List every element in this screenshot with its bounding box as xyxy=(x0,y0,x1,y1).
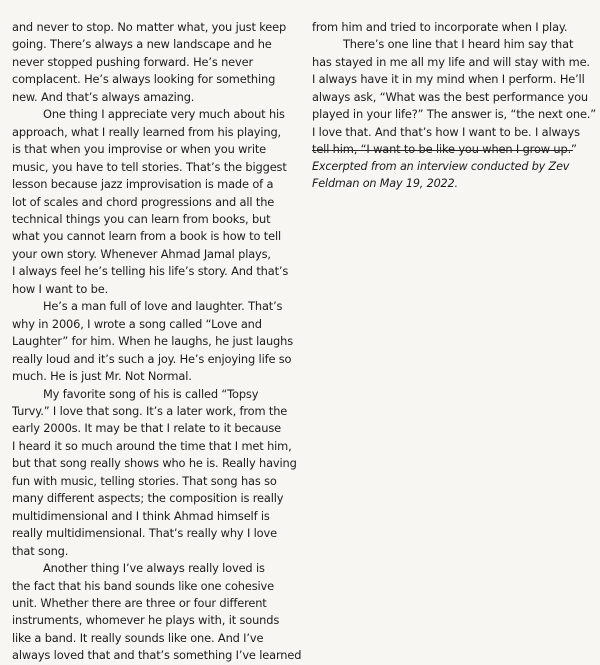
text-line: lesson because jazz improvisation is made of a xyxy=(12,177,274,192)
text-line: always loved that and that’s something I’ve learned xyxy=(12,648,302,663)
text-line: how I want to be. xyxy=(12,281,109,296)
left-text-column xyxy=(12,19,308,665)
text-line: much. He is just Mr. Not Normal. xyxy=(12,369,192,384)
text-line: many different aspects; the composition is really xyxy=(12,491,284,506)
text-line: new. And that’s always amazing. xyxy=(12,89,195,104)
text-line: One thing I appreciate very much about his xyxy=(43,107,285,122)
text-line: going. There’s always a new landscape and he xyxy=(12,37,272,52)
text-line: the fact that his band sounds like one cohesive xyxy=(12,578,274,593)
text-line: I love that. And that’s how I want to be. I always xyxy=(312,124,580,139)
text-line: really loud and it’s such a joy. He’s enjoying life so xyxy=(12,351,292,366)
text-line: really multidimensional. That’s really why I love xyxy=(12,526,277,541)
text-line: approach, what I really learned from his playing, xyxy=(12,124,282,139)
text-line: music, you have to tell stories. That’s the biggest xyxy=(12,159,287,174)
credit-line: Feldman on May 19, 2022. xyxy=(312,177,458,191)
text-line: what you cannot learn from a book is how to tell xyxy=(12,229,281,244)
text-line: He’s a man full of love and laughter. That’s xyxy=(43,299,283,314)
interview-credit xyxy=(312,158,587,193)
text-line: I always feel he’s telling his life’s story. And that’s xyxy=(12,264,289,279)
text-line: from him and tried to incorporate when I play. xyxy=(312,20,568,34)
text-line: lot of scales and chord progressions and all the xyxy=(12,194,275,209)
text-line: like a band. It really sounds like one. And I’ve xyxy=(12,630,264,645)
text-line: has stayed in me all my life and will stay with me. xyxy=(312,54,590,69)
text-line: tell him, “I want to be like you when I grow up.” xyxy=(312,142,577,157)
text-line: Turvy.” I love that song. It’s a later work, from the xyxy=(12,403,288,418)
text-line: always ask, “What was the best performance you xyxy=(312,89,588,104)
text-line: unit. Whether there are three or four different xyxy=(12,595,267,610)
text-line: Laughter” for him. When he laughs, he just laughs xyxy=(12,334,293,349)
text-line: why in 2006, I wrote a song called “Love and xyxy=(12,316,262,331)
text-line: multidimensional and I think Ahmad himself is xyxy=(12,508,270,523)
text-line: My favorite song of his is called “Topsy xyxy=(43,386,259,401)
text-line: fun with music, telling stories. That song has so xyxy=(12,473,277,488)
text-line: There’s one line that I heard him say that xyxy=(343,37,574,52)
text-line: your own story. Whenever Ahmad Jamal plays, xyxy=(12,246,271,261)
text-line: technical things you can learn from books, but xyxy=(12,211,271,226)
text-line: played in your life?” The answer is, “the next one.” xyxy=(312,107,597,122)
text-line: and never to stop. No matter what, you just keep xyxy=(12,20,287,34)
text-line: instruments, whomever he plays with, it sounds xyxy=(12,613,280,628)
text-line: complacent. He’s always looking for something xyxy=(12,72,276,87)
text-line: is that when you improvise or when you write xyxy=(12,142,267,157)
separator-rule xyxy=(312,150,573,151)
text-line: that song. xyxy=(12,543,69,558)
credit-line: Excerpted from an interview conducted by Zev xyxy=(312,160,570,173)
text-line: Another thing I’ve always really loved is xyxy=(43,561,265,576)
right-text-column xyxy=(312,19,597,159)
text-line: I always have it in my mind when I perform. He’ll xyxy=(312,72,585,87)
text-line: but that song really shows who he is. Really having xyxy=(12,456,297,471)
text-line: I heard it so much around the time that I met him, xyxy=(12,438,292,453)
text-line: never stopped pushing forward. He’s never xyxy=(12,54,253,69)
text-line: early 2000s. It may be that I relate to it because xyxy=(12,421,281,436)
